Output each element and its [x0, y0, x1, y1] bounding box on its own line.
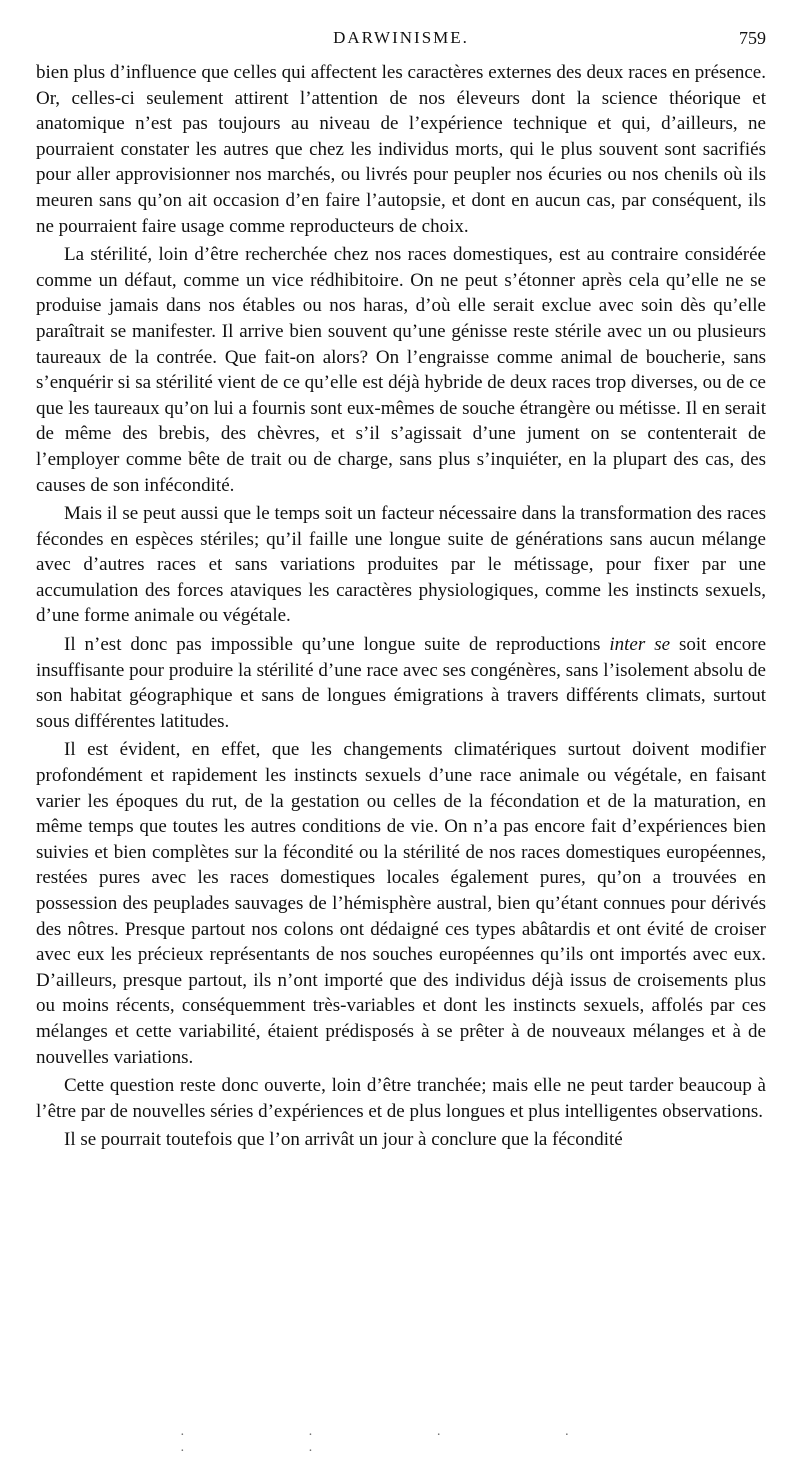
paragraph: Mais il se peut aussi que le temps soit un facteur nécessaire dans la transformation des races fécondes en espèces stériles; qu’il faille une longue suite de générations sans aucun mélange avec d’autres races et sans variations produites par le métissage, pour fixer par une accumulation des forces ataviques les caractères physiologiques, comme les instincts sexuels, d’une forme animale ou végétale. [36, 503, 766, 627]
paragraph: Il est évident, en effet, que les changements climatériques surtout doivent modifier profondément et rapidement les instincts sexuels d’une race animale ou végétale, en faisant varier les époques du rut, de la gestation ou celles de la fécondation et de la maturation, en même temps que toutes les autres conditions de vie. On n’a pas encore fait d’expériences bien suivies et bien complètes sur la fécondité ou la stérilité de nos races domestiques européennes, restées pures avec les races domestiques locales également pures, qu’on a trouvées en possession des peuplades sauvages de l’hémisphère austral, bien qu’étant connues pour dérivés des nôtres. Presque partout nos colons ont dédaigné ces types abâtardis et ont évité de croiser avec eux les précieux représentants de nos souches européennes qu’ils ont importés avec eux. D’ailleurs, presque partout, ils n’ont importé que des individus déjà issus de croisements plus ou moins récents, conséquemment très-variables et dont les instincts sexuels, affolés par ces mélanges et cette variabilité, étaient prédisposés à se prêter à de nouveaux mélanges et à de nouvelles variations. [36, 739, 766, 1068]
latin-phrase: inter se [609, 634, 671, 656]
footer-marks: · · · · · · [180, 1428, 630, 1459]
running-title: DARWINISME. [333, 28, 469, 47]
page-number: 759 [739, 28, 766, 48]
paragraph: Il n’est donc pas impossible qu’une longue suite de reproductions inter se soit encore insuffisante pour produire la stérilité d’une race avec ses congénères, sans l’isolement absolu de son habitat géographique et sans de longues émigrations à travers différents climats, surtout sous différentes latitudes. [36, 634, 767, 732]
body-text [36, 60, 766, 1156]
paragraph: La stérilité, loin d’être recherchée chez nos races domestiques, est au contraire considérée comme un défaut, comme un vice rédhibitoire. On ne peut s’étonner après cela qu’elle ne se produise jamais dans nos étables ou nos haras, d’où elle serait exclue avec soin dès qu’elle paraîtrait se manifester. Il arrive bien souvent qu’une génisse reste stérile avec un ou plusieurs taureaux de la contrée. Que fait-on alors? On l’engraisse comme animal de boucherie, sans s’enquérir si sa stérilité vient de ce qu’elle est déjà hybride de deux races trop diverses, ou de ce que les taureaux qu’on lui a fournis sont eux-mêmes de souche étrangère ou métisse. Il en serait de même des brebis, des chèvres, et s’il s’agissait d’une jument on se contenterait de l’employer comme bête de trait ou de charge, sans plus s’inquiéter, en la plupart des cas, des causes de son infécondité. [36, 244, 766, 496]
paragraph: bien plus d’influence que celles qui affectent les caractères externes des deux races en présence. Or, celles-ci seulement attirent l’attention de nos éleveurs dont la science théorique et anatomique n’est pas toujours au niveau de l’expérience technique et qui, d’ailleurs, ne pourraient constater les autres que chez les individus morts, qui le plus souvent sont sacrifiés pour aller approvisionner nos marchés, ou livrés pour peupler nos écuries ou nos chenils où ils meuren sans qu’on ait occasion d’en faire l’autopsie, et dont en aucun cas, par conséquent, ils ne pourraient faire usage comme reproducteurs de choix. [36, 62, 766, 237]
paragraph: Il se pourrait toutefois que l’on arrivât un jour à conclure que la fécondité [64, 1129, 623, 1151]
paragraph: Cette question reste donc ouverte, loin d’être tranchée; mais elle ne peut tarder beaucoup à l’être par de nouvelles séries d’expériences et de plus longues et plus intelligentes observations. [36, 1075, 766, 1122]
page-header [36, 28, 766, 54]
